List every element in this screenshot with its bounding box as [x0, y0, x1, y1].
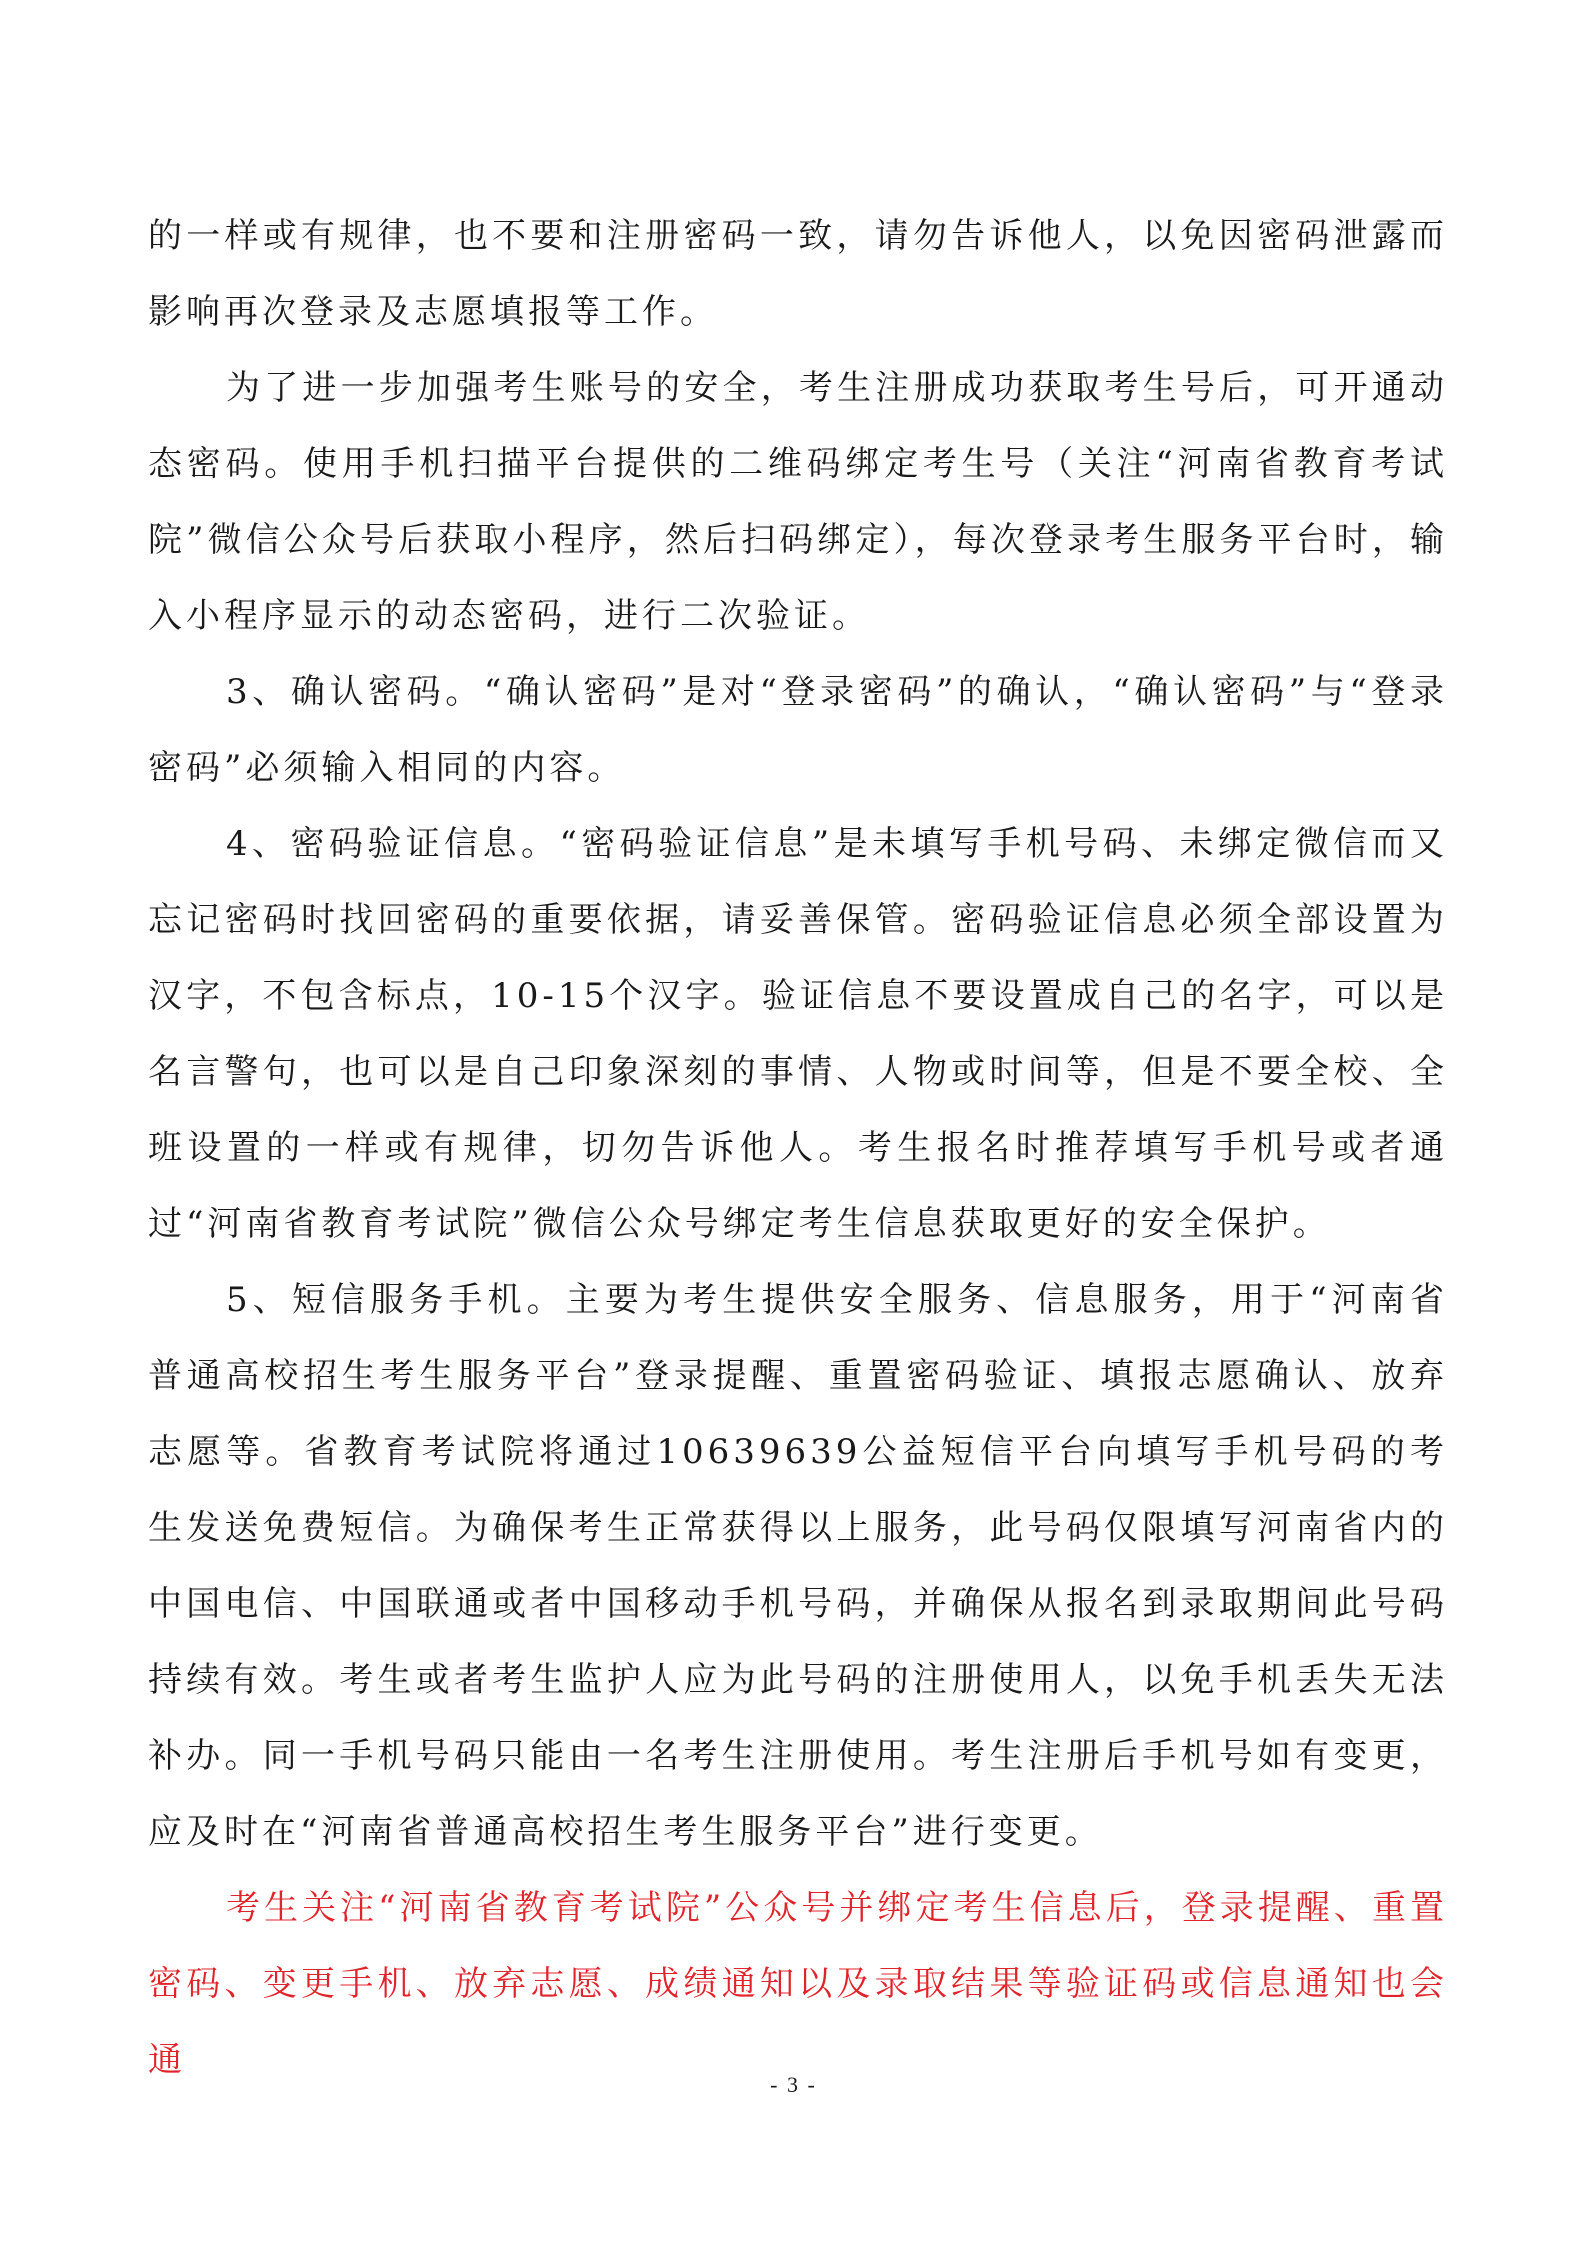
- body-text: [148, 198, 1448, 2098]
- paragraph-sms-phone: 5、短信服务手机。主要为考生提供安全服务、信息服务，用于“河南省普通高校招生考生服务平台”登录提醒、重置密码验证、填报志愿确认、放弃志愿等。省教育考试院将通过10639639公益短信平台向填写手机号码的考生发送免费短信。为确保考生正常获得以上服务，此号码仅限填写河南省内的中国电信、中国联通或者中国移动手机号码，并确保从报名到录取期间此号码持续有效。考生或者考生监护人应为此号码的注册使用人，以免手机丢失无法补办。同一手机号码只能由一名考生注册使用。考生注册后手机号如有变更，应及时在“河南省普通高校招生考生服务平台”进行变更。: [148, 1280, 1448, 1852]
- paragraph-confirm-password: 3、确认密码。“确认密码”是对“登录密码”的确认，“确认密码”与“登录密码”必须输入相同的内容。: [148, 672, 1448, 788]
- page-number: - 3 -: [770, 2072, 817, 2097]
- paragraph-wechat-notice: 考生关注“河南省教育考试院”公众号并绑定考生信息后，登录提醒、重置密码、变更手机、放弃志愿、成绩通知以及录取结果等验证码或信息通知也会通: [148, 1888, 1448, 2080]
- paragraph-password-continuation: 的一样或有规律，也不要和注册密码一致，请勿告诉他人，以免因密码泄露而影响再次登录及志愿填报等工作。: [148, 216, 1448, 332]
- paragraph-dynamic-password: 为了进一步加强考生账号的安全，考生注册成功获取考生号后，可开通动态密码。使用手机扫描平台提供的二维码绑定考生号（关注“河南省教育考试院”微信公众号后获取小程序，然后扫码绑定），每次登录考生服务平台时，输入小程序显示的动态密码，进行二次验证。: [148, 368, 1448, 636]
- paragraph-password-verification: 4、密码验证信息。“密码验证信息”是未填写手机号码、未绑定微信而又忘记密码时找回密码的重要依据，请妥善保管。密码验证信息必须全部设置为汉字，不包含标点，10-15个汉字。验证信息不要设置成自己的名字，可以是名言警句，也可以是自己印象深刻的事情、人物或时间等，但是不要全校、全班设置的一样或有规律，切勿告诉他人。考生报名时推荐填写手机号或者通过“河南省教育考试院”微信公众号绑定考生信息获取更好的安全保护。: [148, 824, 1448, 1244]
